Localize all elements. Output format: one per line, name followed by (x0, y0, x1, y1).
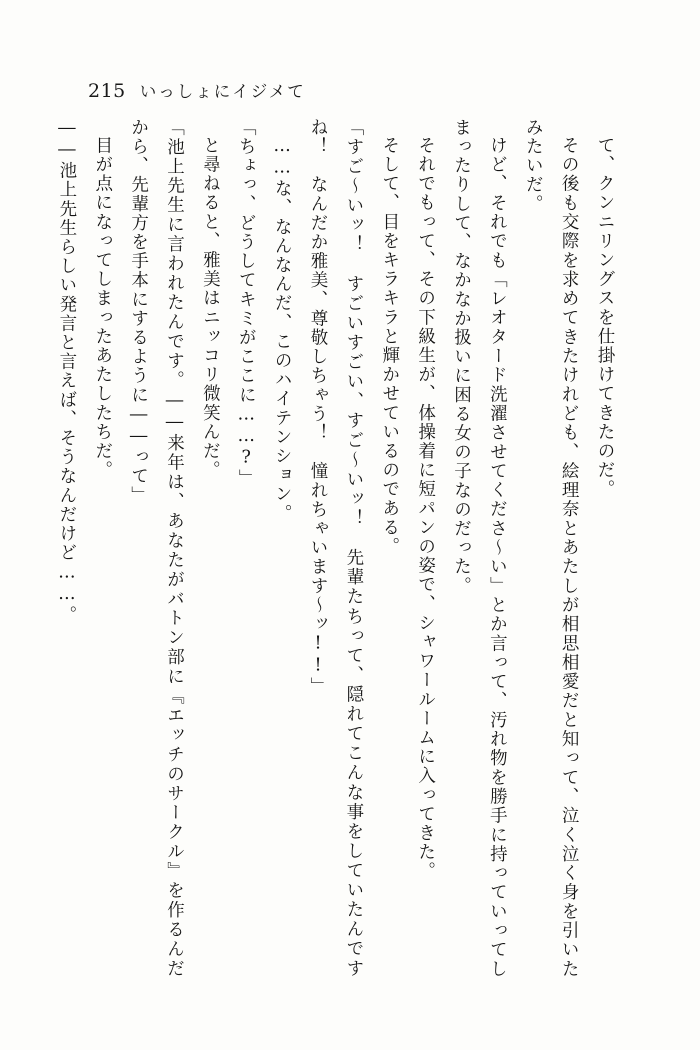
paragraph: けど、それでも「レオタード洗濯させてくださ～い」とか言って、汚れ物を勝手に持っていってしまったりして、なかなか扱いに困る女の子なのだった。 (451, 118, 508, 978)
paragraph: 「ちょっ、どうしてキミがここに……?」 (236, 118, 257, 489)
paragraph: そして、目をキラキラと輝かせているのである。 (379, 135, 400, 556)
paragraph: その後も交際を求めてきたけれども、絵理奈とあたしが相思相愛だと知って、泣く泣く身を引いたみたいだ。 (523, 118, 580, 978)
page-number: 215 (88, 80, 126, 102)
paragraph: 「すご～いッ！ すごいすごい、すご～いッ！ 先輩たちって、隠れてこんな事をしていたんですね！ なんだか雅美、尊敬しちゃう！ 憧れちゃいます～ッ!!」 (308, 118, 364, 978)
running-head (88, 78, 306, 102)
body-text-vertical (48, 118, 622, 978)
paragraph: 目が点になってしまったあたしたちだ。 (92, 135, 113, 480)
paragraph: て、クンニリングスを仕掛けてきたのだ。 (595, 135, 615, 499)
paragraph: 「池上先生に言われたんです。――来年は、あなたがバトン部に『エッチのサークル』を作るんだから、先輩方を手本にするように――って」 (128, 118, 185, 978)
paragraph: ――池上先生らしい発言と言えば、そうなんだけど……。 (56, 118, 77, 625)
paragraph: それでもって、その下級生が、体操着に短パンの姿で、シャワールームに入ってきた。 (415, 135, 436, 881)
paragraph: ……な、なんなんだ、このハイテンション。 (272, 135, 293, 523)
running-title: いっしょにイジメて (139, 82, 306, 101)
paragraph: と尋ねると、雅美はニッコリ微笑んだ。 (200, 135, 221, 480)
